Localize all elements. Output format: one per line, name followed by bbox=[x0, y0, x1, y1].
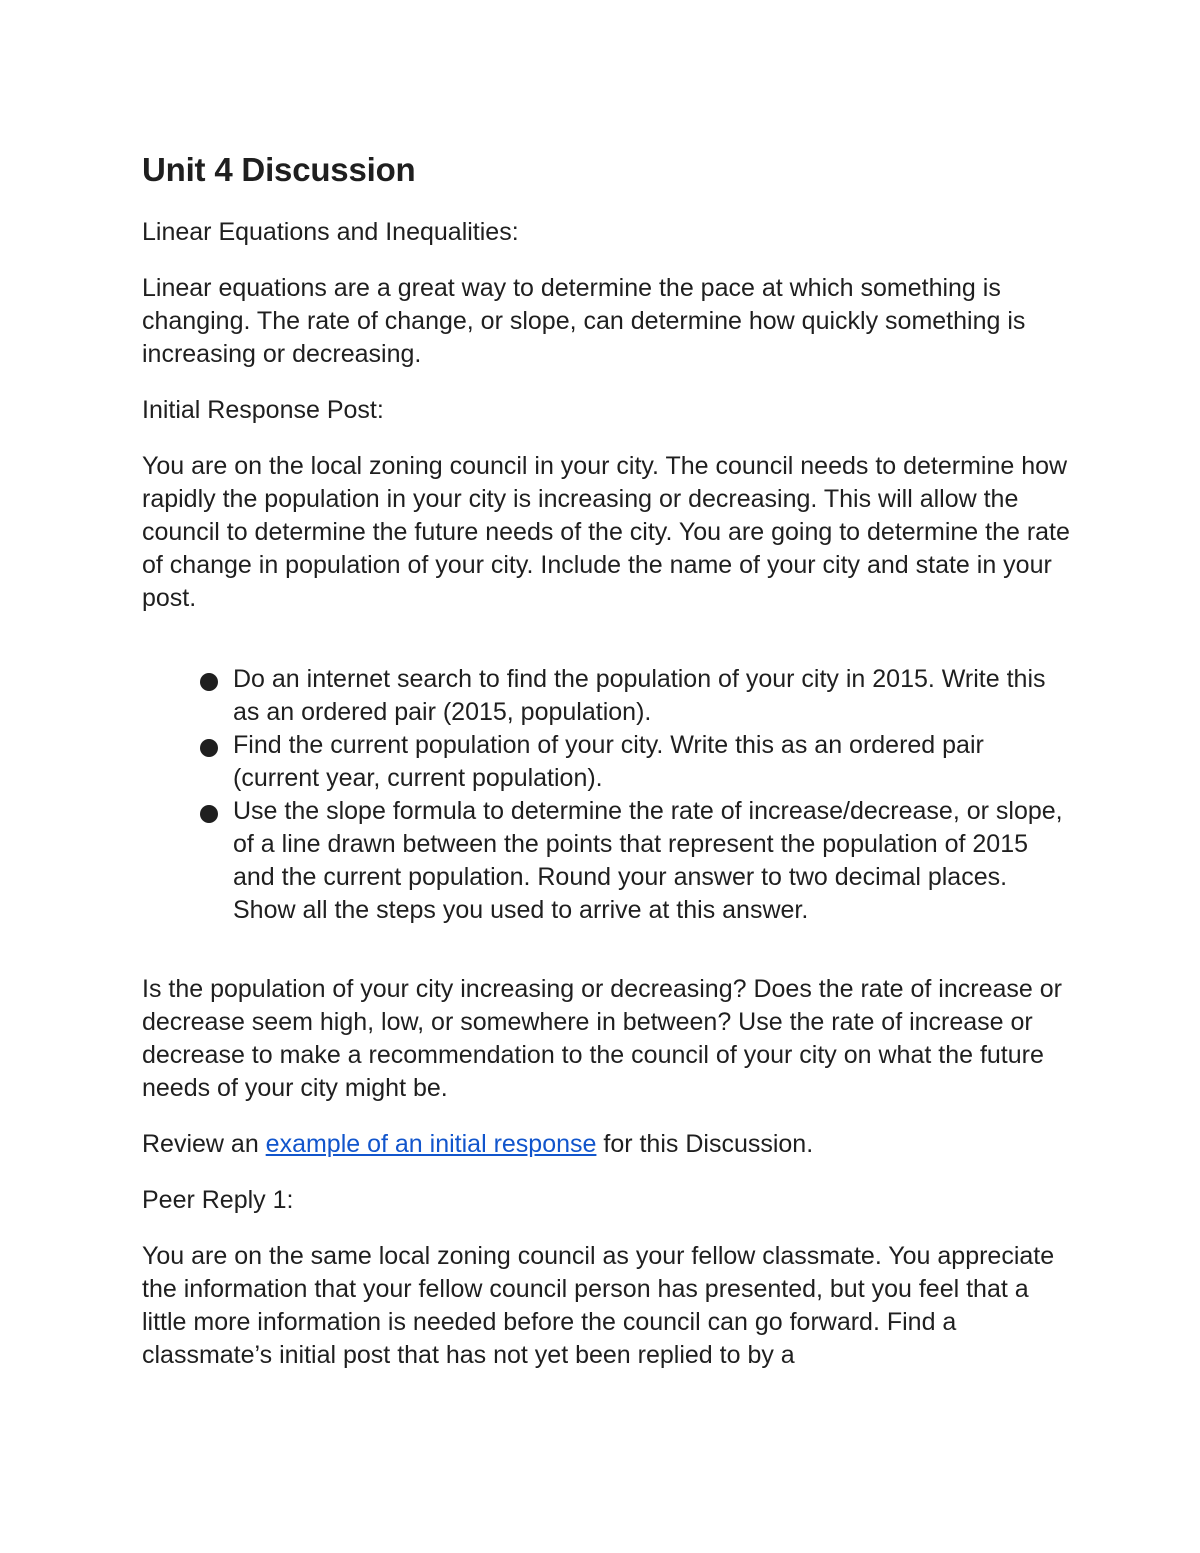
review-paragraph bbox=[142, 1128, 1072, 1161]
list-item bbox=[233, 795, 1072, 927]
bullet-icon bbox=[200, 673, 218, 691]
peer-reply-heading: Peer Reply 1: bbox=[142, 1185, 294, 1214]
instructions-list bbox=[142, 663, 1072, 927]
list-item-text: Find the current population of your city. Write this as an ordered pair (current year, current population). bbox=[233, 730, 984, 792]
initial-response-heading: Initial Response Post: bbox=[142, 395, 384, 424]
peer-reply-paragraph: You are on the same local zoning council as your fellow classmate. You appreciate the information that your fellow council person has presented, but you feel that a little more information is needed before the council can go forward. Find a classmate’s initial post that has not yet been replied to by a bbox=[142, 1241, 1055, 1369]
bullet-icon bbox=[200, 805, 218, 823]
list-item bbox=[233, 729, 1072, 795]
review-text-after: for this Discussion. bbox=[596, 1129, 814, 1158]
bullet-icon bbox=[200, 739, 218, 757]
list-item bbox=[233, 663, 1072, 729]
intro-paragraph: Linear equations are a great way to determine the pace at which something is changing. The rate of change, or slope, can determine how quickly something is increasing or decreasing. bbox=[142, 273, 1026, 368]
section-heading: Linear Equations and Inequalities: bbox=[142, 217, 519, 246]
review-text-before: Review an bbox=[142, 1129, 266, 1158]
document-page bbox=[142, 150, 1072, 1395]
document-title: Unit 4 Discussion bbox=[142, 151, 416, 188]
question-paragraph: Is the population of your city increasing or decreasing? Does the rate of increase or decrease seem high, low, or somewhere in between? Use the rate of increase or decrease to make a recommendation to the council of your city on what the future needs of your city might be. bbox=[142, 974, 1062, 1102]
initial-response-paragraph: You are on the local zoning council in your city. The council needs to determine how rapidly the population in your city is increasing or decreasing. This will allow the council to determine the future needs of the city. You are going to determine the rate of change in population of your city. Include the name of your city and state in your post. bbox=[142, 451, 1070, 612]
list-item-text: Use the slope formula to determine the rate of increase/decrease, or slope, of a line drawn between the points that represent the population of 2015 and the current population. Round your answer to two decimal places. Show all the steps you used to arrive at this answer. bbox=[233, 796, 1063, 924]
example-response-link[interactable]: example of an initial response bbox=[265, 1129, 597, 1158]
list-item-text: Do an internet search to find the population of your city in 2015. Write this as an ordered pair (2015, population). bbox=[233, 664, 1046, 726]
